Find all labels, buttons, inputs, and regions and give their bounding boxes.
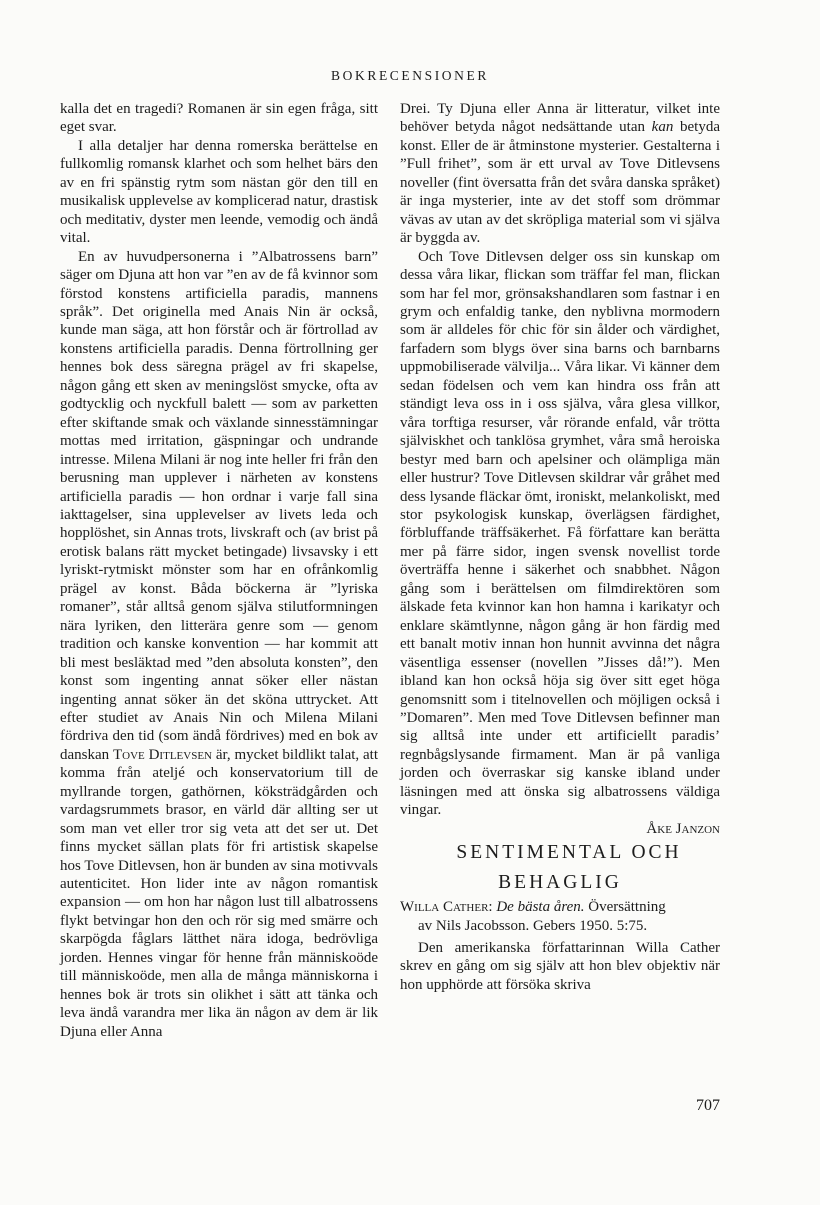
paragraph-text: Drei. Ty Djuna eller Anna är litteratur, vilket inte behöver betyda något nedsättande utan — [400, 101, 720, 136]
book-details: av Nils Jacobsson. Gebers 1950. 5:75. — [418, 917, 648, 934]
reviewer-signature: Åke Janzon — [646, 820, 720, 837]
paragraph-text: En av huvudpersonerna i ”Albatrossens barn” säger om Djuna att hon var ”en av de få kvinnor som förstod konstens artificiella paradis, mannens språk”. Det originella med Anais Nin är också, kunde man säga, att hon förstår och är förtrollad av konstens artificiella paradis. Denna förtrollning ger hennes bok dess säregna prägel av fri skapelse, någon gång ett sken av meningslöst smycke, ofta av godtycklig och nyckfull balett — som av parketten efter skiftande smak och växlande sinnesstämningar mottas med irritation, gäspningar och undrande intresse. Milena Milani är nog inte heller fri från den berusning man upplever i närheten av konstens artificiella paradis — hon ordnar i varje fall sina iakttagelser, sina upplevelser av livets leda och hopplöshet, sin Annas trots, livskraft och (av brist på erotisk balans rätt mycket betingade) livsavsky i ett lyriskt-rytmiskt mönster som har en ofrånkomlig prägel av konst. Båda böckerna är ”lyriska romaner”, står alltså genom själva stilutformningen nära lyriken, den litterära genre som — genom tradition och kanske konvention — har kommit att bli mest besläktad med ”den absoluta konsten”, den konst som ingenting annat söker eller nästan ingenting annat söker än det sköna uttrycket. Att efter studiet av Anais Nin och Milena Milani fördriva den tid (som ändå fördrives) med en bok av danskan — [60, 248, 378, 763]
left-column — [60, 100, 378, 1041]
author-name: Tove Ditlevsen — [113, 746, 212, 763]
right-column — [400, 100, 720, 994]
paragraph-text: betyda konst. Eller de är åtminstone mysterier. Gestalterna i ”Full frihet”, som är ett urval av Tove Ditlevsens noveller (fint översatta från det svåra danska språket) är inga mysterier, inte av det stoff som drömmar vävas av utan av det skröpliga material som vi själva är byggda av. — [400, 119, 721, 247]
section-title-line: BEHAGLIG — [498, 872, 622, 894]
section-title — [400, 838, 720, 898]
paragraph: Den amerikanska författarinnan Willa Cather skrev en gång om sig själv att hon blev objektiv när hon upphörde att försöka skriva — [400, 940, 720, 993]
page-number: 707 — [696, 1097, 720, 1114]
book-author: Willa Cather — [400, 899, 489, 916]
emphasis: kan — [651, 119, 674, 136]
paragraph-text: är, mycket bildlikt talat, att komma från ateljé och konservatorium till de myllrande torgen, gathörnen, köksträdgården och vardagsrummets brasor, en värld där allting ser ut som man vet eller tror sig veta att det ser ut. Det finns mycket sällan plats för fri artistisk skapelse hos Tove Ditlevsen, hon är bunden av sina motivvals autenticitet. Hon lider inte av någon romantisk expansion — om hon har någon lust till albatrossens flykt betvingar hon den och rör sig med smärre och skarpögda fåglars lätthet nära idoga, bedrövliga jorden. Hennes vingar för henne från människoöde till människoöde, men alla de många människorna i hennes bok är trots sin olikhet i sätt att tänka och leva ändå varandra mer lika än någon av dem är lik Djuna eller Anna — [60, 746, 378, 1040]
book-title: De bästa åren. — [496, 899, 585, 916]
book-separator: : — [488, 899, 497, 916]
running-head: BOKRECENSIONER — [331, 68, 489, 83]
paragraph: I alla detaljer har denna romerska berättelse en fullkomlig romansk klarhet och som helhet bärs den av en fri spänstig rytm som nästan gör den till en musikalisk upplevelse av komplicerad natur, drastisk och meditativ, dyster men leende, vemodig och ändå vital. — [60, 137, 378, 247]
paragraph: kalla det en tragedi? Romanen är sin egen fråga, sitt eget svar. — [60, 101, 378, 136]
paragraph — [400, 100, 720, 248]
book-details: Översättning — [584, 899, 666, 916]
paragraph — [60, 248, 378, 1041]
book-reference — [400, 898, 720, 935]
paragraph: Och Tove Ditlevsen delger oss sin kunskap om dessa våra likar, flickan som träffar fel man, flickan som har fel mor, grönsakshandlaren som fastnar i en grym och enfaldig tanke, den nyblivna mormodern som är alldeles för chic för sin ålder och värdighet, farfadern som blygs över sina barns och barnbarns uppmobiliserade välvilja... Våra likar. Vi känner dem sedan födelsen och vem kan hindra oss från att ständigt leva oss in i oss själva, våra glesa villkor, våra torftiga resurser, vår rörande enfald, vår trötta själviskhet och tanklösa grymhet, våra små heroiska bestyr med barn och apelsiner och olämpliga män eller hustrur? Tove Ditlevsen skildrar vår gråhet med dess lysande fläckar ömt, ironiskt, melankoliskt, med stor psykologisk kunskap, överlägsen färdighet, förbluffande träffsäkerhet. Få författare kan berätta mer på färre sidor, ingen svensk novellist torde överträffa henne i säkerhet och snabbhet. Någon gång som i berättelsen om filmdirektören som älskade feta kvinnor kan hon hamna i karikatyr och enklare skämtlynne, någon gång är hon färdig med ett banalt motiv innan hon hunnit avvinna det några väsentliga essenser (novellen ”Jisses då!”). Men ibland kan hon också höja sig över sitt eget höga genomsnitt som i titelnovellen och möjligen också i ”Domaren”. Men med Tove Ditlevsen befinner man sig alltså inte under ett artificiellt paradis’ regnbågslysande firmament. Man är på vanliga jorden och överraskar sig kanske ibland under läsningen med att önska sig albatrossens väldiga vingar. — [400, 248, 720, 819]
section-title-line: SENTIMENTAL OCH — [456, 842, 682, 864]
